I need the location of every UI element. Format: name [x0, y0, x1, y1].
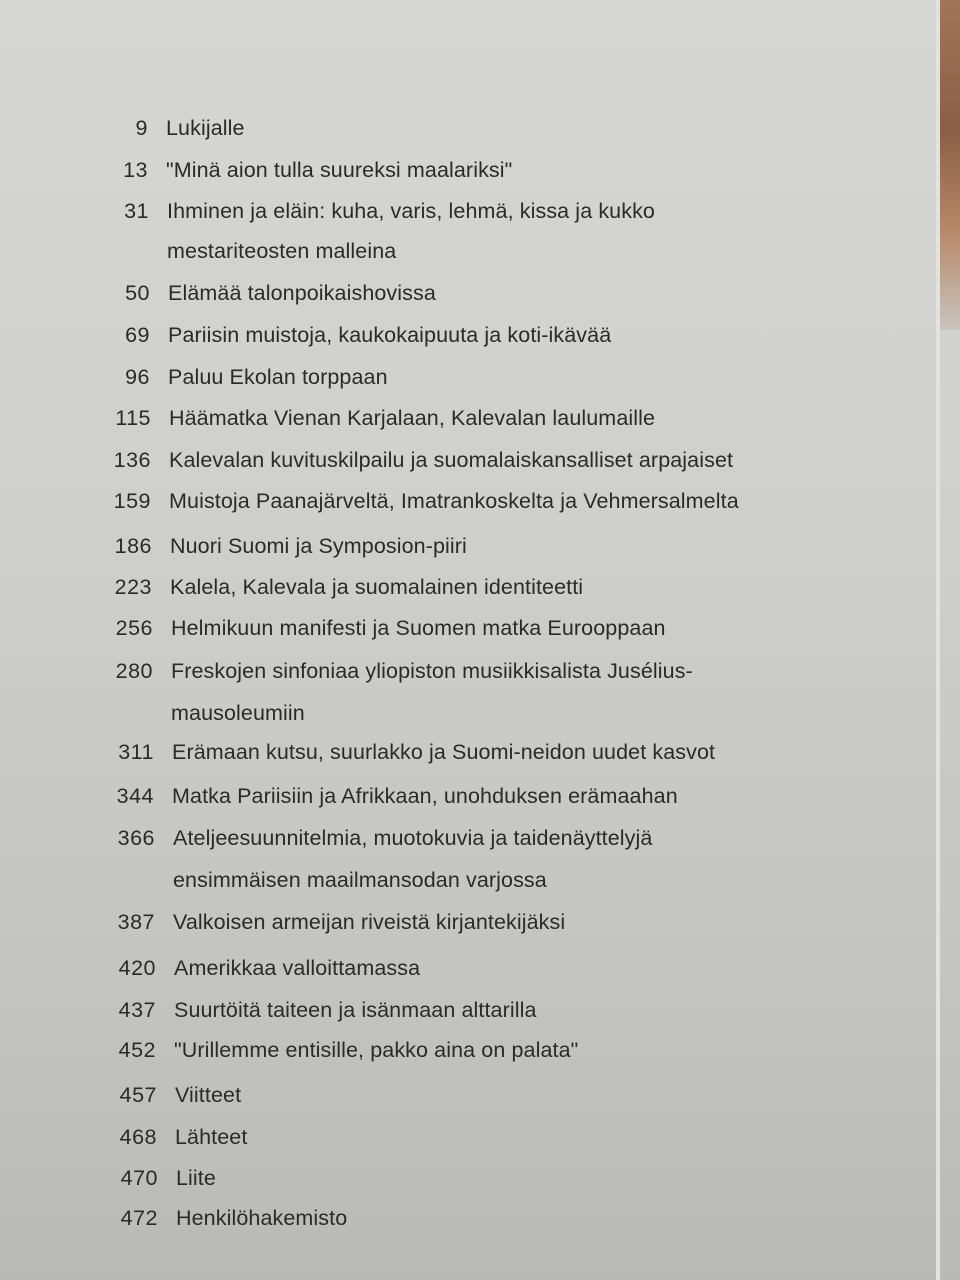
toc-title: Freskojen sinfoniaa yliopiston musiikkisalista Jusélius-: [171, 659, 693, 683]
toc-page-number: 136: [113, 448, 151, 472]
toc-title: "Urillemme entisille, pakko aina on palata": [174, 1038, 579, 1062]
toc-page-number: 420: [118, 956, 156, 980]
toc-page-number: 256: [115, 616, 153, 640]
toc-title: mausoleumiin: [171, 701, 305, 725]
toc-title: Muistoja Paanajärveltä, Imatrankoskelta ja Vehmersalmelta: [169, 489, 739, 513]
toc-page-number: 344: [116, 784, 154, 808]
toc-title: "Minä aion tulla suureksi maalariksi": [166, 158, 513, 182]
toc-page-number: 457: [119, 1083, 157, 1107]
toc-title: Lähteet: [175, 1125, 248, 1149]
toc-page-number: 387: [117, 910, 155, 934]
toc-title: Valkoisen armeijan riveistä kirjantekijäksi: [173, 910, 566, 934]
toc-title: Lukijalle: [166, 116, 245, 140]
toc-title: Viitteet: [175, 1083, 242, 1107]
toc-page-number: 472: [120, 1206, 158, 1230]
toc-page-number: 31: [124, 199, 149, 223]
toc-title: Paluu Ekolan torppaan: [168, 365, 388, 389]
toc-title: Ihminen ja eläin: kuha, varis, lehmä, kissa ja kukko: [167, 199, 655, 223]
toc-title: Matka Pariisiin ja Afrikkaan, unohduksen erämaahan: [172, 784, 678, 808]
toc-title: Henkilöhakemisto: [176, 1206, 348, 1230]
toc-title: Liite: [176, 1166, 216, 1190]
wooden-table-edge: [938, 0, 960, 330]
toc-title: mestariteosten malleina: [167, 239, 397, 263]
toc-title: Kalevalan kuvituskilpailu ja suomalaiskansalliset arpajaiset: [169, 448, 734, 472]
toc-page-number: 50: [125, 281, 150, 305]
toc-page-number: 452: [118, 1038, 156, 1062]
toc-page-number: 223: [114, 575, 152, 599]
toc-title: Amerikkaa valloittamassa: [174, 956, 421, 980]
toc-title: Häämatka Vienan Karjalaan, Kalevalan laulumaille: [169, 406, 656, 430]
toc-title: Elämää talonpoikaishovissa: [168, 281, 436, 305]
toc-page-number: 159: [113, 489, 151, 513]
toc-title: Ateljeesuunnitelmia, muotokuvia ja taidenäyttelyjä: [173, 826, 653, 850]
toc-page-number: 311: [118, 740, 154, 764]
toc-title: Pariisin muistoja, kaukokaipuuta ja koti-ikävää: [168, 323, 612, 347]
toc-page-number: 186: [114, 534, 152, 558]
toc-page-number: 470: [120, 1166, 158, 1190]
page-edge: [936, 0, 940, 1280]
toc-title: Erämaan kutsu, suurlakko ja Suomi-neidon uudet kasvot: [172, 740, 716, 764]
toc-page-number: 96: [125, 365, 150, 389]
toc-page-number: 115: [115, 406, 151, 430]
toc-title: Kalela, Kalevala ja suomalainen identiteetti: [170, 575, 584, 599]
toc-page-number: 13: [123, 158, 148, 182]
toc-title: Suurtöitä taiteen ja isänmaan alttarilla: [174, 998, 537, 1022]
toc-page-number: 437: [118, 998, 156, 1022]
toc-page-number: 468: [119, 1125, 157, 1149]
toc-page-number: 366: [117, 826, 155, 850]
toc-title: Nuori Suomi ja Symposion-piiri: [170, 534, 467, 558]
toc-page-number: 69: [125, 323, 150, 347]
toc-page-number: 280: [115, 659, 153, 683]
toc-page-number: 9: [135, 116, 148, 140]
toc-title: Helmikuun manifesti ja Suomen matka Eurooppaan: [171, 616, 666, 640]
toc-title: ensimmäisen maailmansodan varjossa: [173, 868, 547, 892]
